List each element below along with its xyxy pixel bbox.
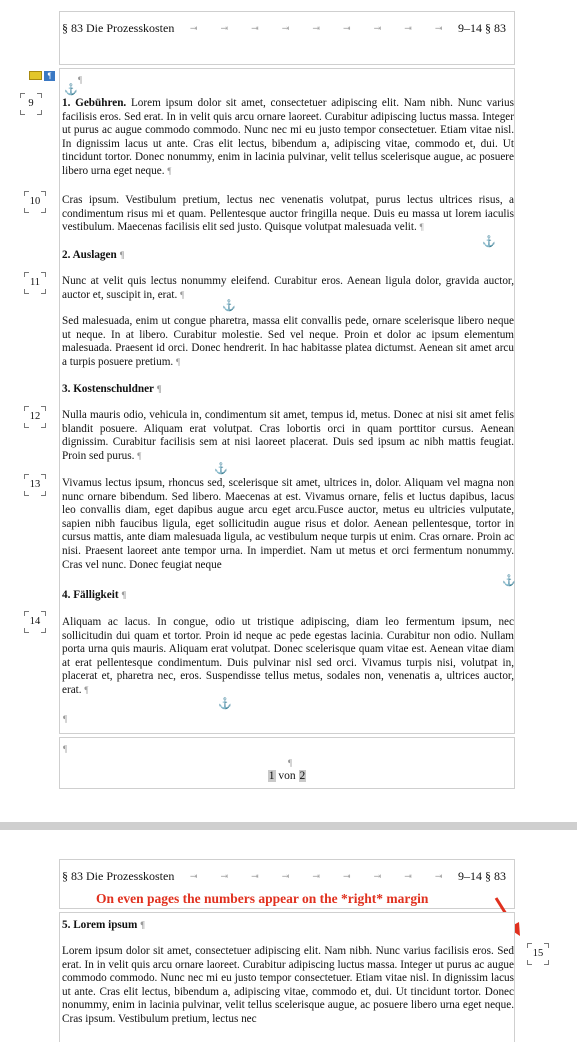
pilcrow: ¶ <box>78 75 83 85</box>
page1-header-frame <box>59 11 515 65</box>
header-range: 9–14 § 83 <box>458 869 506 883</box>
frame-toolbar <box>29 71 55 81</box>
paragraph-9[interactable]: 1. Gebühren. Lorem ipsum dolor sit amet, consectetuer adipiscing elit. Nam nibh. Nunc varius facilisis eros. Sed erat. In in velit quis arcu ornare laoreet. Curabitur adipiscing luctus massa. Integer ut purus ac augue commodo commodo. Nunc nec mi eu justo tempor consectetuer. Etiam vitae nisl. In dignissim lacus ut ante. Cras elit lectus, bibendum a, adipiscing vitae, commodo et, dui. Ut tincidunt tortor. Donec nonummy, enim in lacinia pulvinar, velit tellus scelerisque augue, ac posuere libero urna eget neque. ¶ <box>62 97 514 177</box>
paragraph-13[interactable]: Vivamus lectus ipsum, rhoncus sed, scelerisque sit amet, ultrices in, dolor. Aliquam vel magna non nunc ornare bibendum. Sed libero. Maecenas at est. Vivamus ornare, felis et luctus dapibus, lacus leo convallis diam, eget dapibus augue arcu eget arcu.Fusce auctor, metus eu ultricies vulputate, sapien nibh faucibus ligula, eget sollicitudin augue risus et dolor. Aenean pellentesque, tortor in cursus mattis, ante diam malesuada ligula, ac vestibulum neque turpis ut enim. Cras ornare. Proin ac nisi. Praesent laoreet ante tempor urna. In imperdiet. Nam ut metus et orci fermentum nonummy. Cras vel nunc. Donec feugiat neque <box>62 477 514 571</box>
margin-number-13: 13 <box>24 474 46 496</box>
anchor-icon: ⚓ <box>482 236 496 248</box>
paragraph-11b[interactable]: Sed malesuada, enim ut congue pharetra, massa elit convallis pede, ornare scelerisque libero neque ut neque. In at libero. Curabitur molestie. Sed vel neque. Proin et dolor ac ipsum elementum malesuada. Praesent id orci. Donec hendrerit. In hac habitasse platea dictumst. Aenean sit amet arcu a turpis posuere pretium. ¶ <box>62 315 514 368</box>
paragraph-15[interactable]: Lorem ipsum dolor sit amet, consectetuer adipiscing elit. Nam nibh. Nunc varius facilisis eros. Sed erat. In in velit quis arcu ornare laoreet. Curabitur adipiscing luctus massa. Integer ut purus ac augue commodo commodo. Nunc nec mi eu justo tempor consectetuer. Etiam vitae nisl. In dignissim lacus ut ante. Cras elit lectus, bibendum a, adipiscing vitae, commodo et, dui. Ut tincidunt tortor. Donec nonummy, enim in lacinia pulvinar, velit tellus scelerisque augue, ac posuere libero urna eget neque. Cras ipsum. Vestibulum pretium, lectus nec <box>62 945 514 1025</box>
margin-number-14: 14 <box>24 611 46 633</box>
anchor-icon: ⚓ <box>64 84 78 96</box>
anchor-icon: ⚓ <box>214 463 228 475</box>
annotation-text: On even pages the numbers appear on the *right* margin <box>96 891 429 906</box>
heading-kostenschuldner: 3. Kostenschuldner ¶ <box>62 383 162 395</box>
ruler-icon[interactable] <box>29 71 42 80</box>
header-tab-marks: ⇥ ⇥ ⇥ ⇥ ⇥ ⇥ ⇥ ⇥ ⇥ <box>189 23 443 33</box>
anchor-icon: ⚓ <box>222 300 236 312</box>
anchor-icon: ⚓ <box>218 698 232 710</box>
page-number: 1 von 2 <box>268 770 306 782</box>
paragraph-mark-icon[interactable]: ¶ <box>44 71 55 81</box>
margin-number-10: 10 <box>24 191 46 213</box>
header-title: § 83 Die Prozesskosten <box>62 21 175 35</box>
header-title: § 83 Die Prozesskosten <box>62 869 175 883</box>
margin-number-12: 12 <box>24 406 46 428</box>
page2-body-frame <box>59 912 515 1042</box>
margin-number-11: 11 <box>24 272 46 294</box>
anchor-icon: ⚓ <box>502 575 516 587</box>
paragraph-14[interactable]: Aliquam ac lacus. In congue, odio ut tristique adipiscing, diam leo fermentum ipsum, nec sollicitudin dui quam et tortor. Proin id neque ac pede egestas lacinia. Curabitur non odio. Nullam porta urna quis mauris. Aliquam erat volutpat. Donec scelerisque quam vitae est. Aenean vitae diam at erat pellentesque condimentum. Duis pulvinar nisl sed orci. Vivamus turpis nisi, volutpat in, placerat et, pharetra nec, eros. Suspendisse tellus metus, sodales non, venenatis a, ultrices auctor, erat. ¶ <box>62 616 514 696</box>
page-separator <box>0 822 577 830</box>
heading-faelligkeit: 4. Fälligkeit ¶ <box>62 589 127 601</box>
pilcrow: ¶ <box>63 744 68 754</box>
page1-body-frame <box>59 68 515 734</box>
page1-footer-frame <box>59 737 515 789</box>
header-tab-marks: ⇥ ⇥ ⇥ ⇥ ⇥ ⇥ ⇥ ⇥ ⇥ <box>189 871 443 881</box>
pilcrow: ¶ <box>63 714 68 724</box>
paragraph-10[interactable]: Cras ipsum. Vestibulum pretium, lectus nec venenatis volutpat, purus lectus ultrices risus, a condimentum risus mi et quam. Pellentesque auctor fringilla neque. Duis eu massa ut lorem iaculis vestibulum. Maecenas facilisis elit sed justo. Quisque volutpat malesuada velit. ¶ <box>62 194 514 234</box>
paragraph-12[interactable]: Nulla mauris odio, vehicula in, condimentum sit amet, tempus id, metus. Donec at nisi sit amet felis blandit posuere. Aliquam erat volutpat. Cras lobortis orci in quam porttitor cursus. Aenean dignissim. Curabitur facilisis sem at nisi laoreet placerat. Duis sed ipsum ac nibh mattis feugiat. Proin sed purus. ¶ <box>62 409 514 462</box>
heading-auslagen: 2. Auslagen ¶ <box>62 249 125 261</box>
margin-number-15: 15 <box>527 943 549 965</box>
margin-number-9: 9 <box>20 93 42 115</box>
paragraph-11[interactable]: Nunc at velit quis lectus nonummy eleifend. Curabitur eros. Aenean ligula dolor, gravida auctor, auctor et, suscipit in, erat. ¶ <box>62 275 514 301</box>
header-range: 9–14 § 83 <box>458 21 506 35</box>
pilcrow: ¶ <box>288 758 293 768</box>
heading-lorem-ipsum: 5. Lorem ipsum ¶ <box>62 919 145 931</box>
